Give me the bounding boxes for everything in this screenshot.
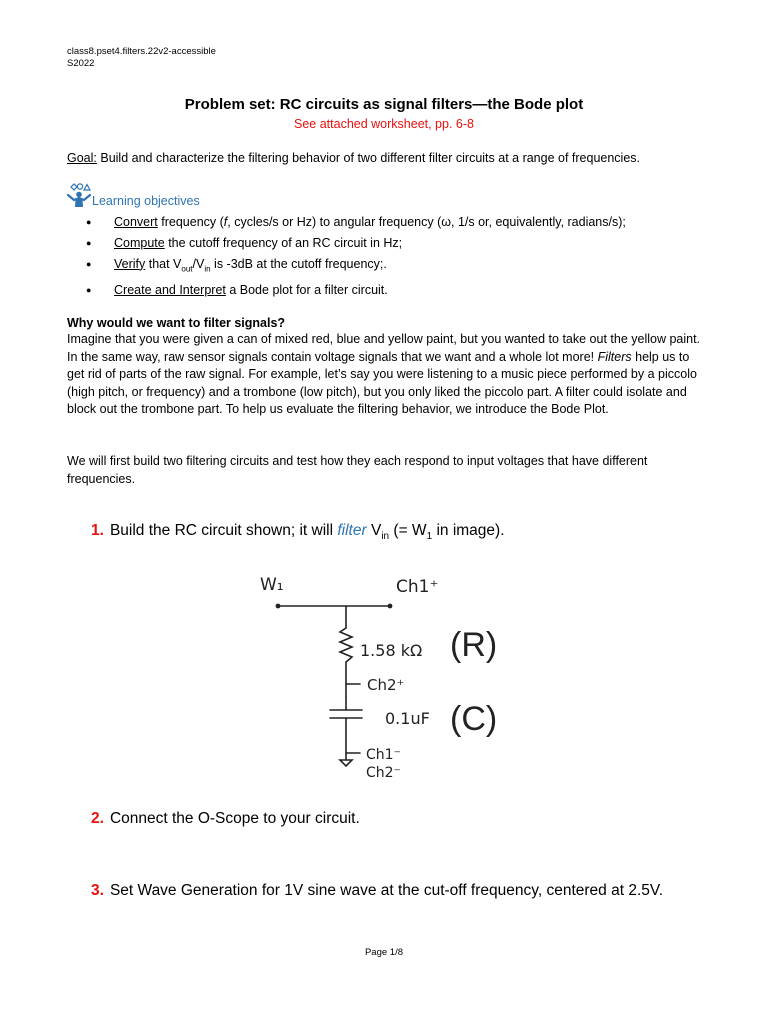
step-1: 1. Build the RC circuit shown; it will filter $V_{in}$ (= $W_1$ in image). bbox=[91, 522, 505, 543]
objective-item: ● Create and Interpret a Bode plot for a filter circuit. bbox=[82, 280, 626, 301]
learning-objectives-icon bbox=[66, 183, 92, 209]
page-number: Page 1/8 bbox=[364, 947, 404, 958]
section-heading: Why would we want to filter signals? bbox=[67, 316, 286, 330]
worksheet-reference: See attached worksheet, pp. 6-8 bbox=[294, 117, 474, 131]
rc-circuit-diagram bbox=[250, 560, 540, 790]
capacitor-value: 0.1uF bbox=[385, 709, 430, 728]
ch2-minus-label: Ch2⁻ bbox=[366, 765, 401, 781]
plan-paragraph: We will first build two filtering circuits and test how they each respond to input voltages that have different frequencies. bbox=[67, 454, 648, 486]
objective-item: ● Verify that $V_{out}/V_{in}$ is -3dB at the cutoff frequency;. bbox=[82, 254, 626, 280]
page-title: Problem set: RC circuits as signal filters—the Bode plot bbox=[184, 96, 584, 113]
resistor-label: (R) bbox=[450, 626, 498, 664]
goal-text: Build and characterize the filtering behavior of two different filter circuits at a range of frequencies. bbox=[96, 151, 641, 165]
capacitor-label: (C) bbox=[450, 700, 498, 738]
learning-objectives-label: Learning objectives bbox=[92, 194, 200, 208]
resistor-value: 1.58 kΩ bbox=[360, 641, 423, 660]
ch2-plus-label: Ch2⁺ bbox=[367, 676, 405, 694]
goal-label: Goal: bbox=[67, 151, 97, 165]
w1-label: W₁ bbox=[260, 575, 284, 595]
ch1-plus-label: Ch1⁺ bbox=[396, 577, 439, 597]
step-2: 2. Connect the O-Scope to your circuit. bbox=[91, 810, 360, 827]
ch1-minus-label: Ch1⁻ bbox=[366, 747, 401, 763]
goal-statement bbox=[67, 150, 640, 168]
term-label: S2022 bbox=[67, 58, 95, 69]
document-id: class8.pset4.filters.22v2-accessible bbox=[67, 46, 216, 57]
objective-item: ● Convert frequency (f, cycles/s or Hz) to angular frequency (ω, 1/s or, equivalently, radians/s); bbox=[82, 212, 626, 233]
intro-paragraph: Imagine that you were given a can of mixed red, blue and yellow paint, but you wanted to take out the yellow paint. In the same way, raw sensor signals contain voltage signals that we want and a whole lot more! Filters help us to get rid of parts of the raw signal. For example, let’s say you were listening to a music piece performed by a piccolo (high pitch, or frequency) and a trombone (low pitch), but you only liked the piccolo part. A filter could isolate and block out the trombone part. To help us evaluate the filtering behavior, we introduce the Bode Plot. bbox=[67, 332, 701, 416]
objectives-list bbox=[82, 212, 626, 301]
objective-item: ● Compute the cutoff frequency of an RC circuit in Hz; bbox=[82, 233, 626, 254]
step-3: 3. Set Wave Generation for 1V sine wave at the cut-off frequency, centered at 2.5V. bbox=[91, 882, 664, 899]
